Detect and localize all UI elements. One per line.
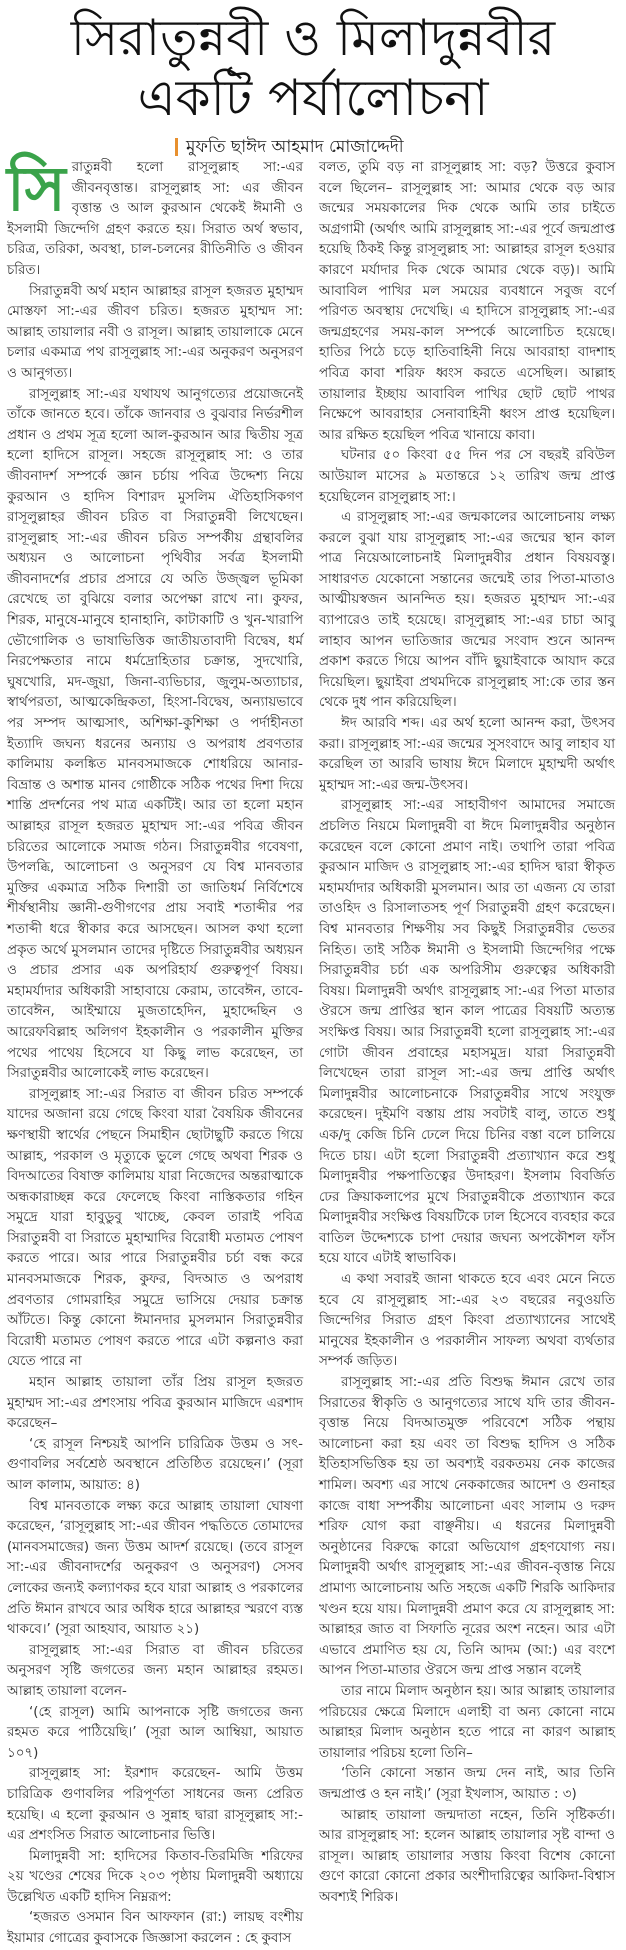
article-paragraph <box>7 1908 303 1949</box>
paragraph-text: রাসূলুল্লাহ সা:-এর প্রতি বিশুদ্ধ ঈমান রেখে তার সিরাতের স্বীকৃতি ও আনুগত্যের সাথে যদি তার জীবন-বৃত্তান্ত নিয়ে বিদআতমুক্ত পরিবেশে সঠিক পন্থায় আলোচনা করা হয় এবং তা বিশুদ্ধ হাদিস ও সঠিক ইতিহাসভিত্তিক হয় তা অবশ্যই বরকতময় নেক কাজের শামিল। অবশ্য এর সাথে নেককাজের আদেশ ও গুনাহর কাজে বাধা সম্পর্কীয় আলোচনা এবং সালাম ও দরুদ শরিফ যোগ করা বাঞ্ছনীয়। এ ধরনের মিলাদুন্নবী অনুষ্ঠানের বিরুদ্ধে কারো অভিযোগ গ্রহণযোগ্য নয়। মিলাদুন্নবী অর্থাৎ রাসূলুল্লাহ সা:-এর জীবন-বৃত্তান্ত নিয়ে প্রামাণ্য আলোচনায় অতি সহজে একটি শিরকি আকিদার খণ্ডন হয়ে যায়। মিলাদুন্নবী প্রমাণ করে যে রাসূলুল্লাহ সা: আল্লাহর জাত বা সিফাতি নূরের অংশ নহেন। আর এটা এভাবে প্রমাণিত হয় যে, তিনি আদম (আ:) এর বংশে আপন পিতা-মাতার ঔরসে জন্ম প্রাপ্ত সন্তান বলেই <box>319 1375 615 1679</box>
article-paragraph <box>7 1847 303 1909</box>
article-paragraph <box>319 446 615 508</box>
article-paragraph <box>7 1703 303 1765</box>
paragraph-text: বলত, তুমি বড় না রাসূলুল্লাহ সা: বড়? উত্তরে কুবাস বলে ছিলেন– রাসূলুল্লাহ সা: আমার থেকে বড় আর জন্মের সময়কালের দিক থেকে আমি তার চাইতে অগ্রগামী (অর্থাৎ আমি রাসূলুল্লাহ সা:-এর পূর্বে জন্মপ্রাপ্ত হয়েছি ঠিকই কিন্তু রাসূলুল্লাহ সা: আল্লাহর রাসূল হওয়ার কারণে মর্যাদার দিক থেকে আমার থেকে বড়)। আমি আবাবিল পাখির মল সময়ের ব্যবধানে সবুজ বর্ণে পরিণত অবস্থায় দেখেছি। এ হাদিসে রাসূলুল্লাহ সা:-এর জন্মগ্রহণের সময়-কাল সম্পর্কে আলোচিত হয়েছে। হাতির পিঠে চড়ে হাতিবাহিনী নিয়ে আবরাহা বাদশাহ পবিত্র কাবা শরিফ ধ্বংস করতে এসেছিল। আল্লাহ তায়ালার ইচ্ছায় আবাবিল পাখির ছোট ছোট পাথর নিক্ষেপে আবরাহার সেনাবাহিনী ধ্বংস প্রাপ্ত হয়েছিল। আর রক্ষিত হয়েছিল পবিত্র খানায়ে কাবা। <box>319 160 615 443</box>
article-paragraph <box>319 1682 615 1764</box>
article-paragraph <box>7 1641 303 1703</box>
article-paragraph <box>7 385 303 1085</box>
paragraph-text: ঈদ আরবি শব্দ। এর অর্থ হলো আনন্দ করা, উৎসব করা। রাসূলুল্লাহ সা:-এর জন্মের সুসংবাদে আবু লাহাব যা করেছিল তা আরবি ভাষায় ঈদে মিলাদে মুহাম্মদী অর্থাৎ মুহাম্মদ সা:-এর জন্ম-উৎসব। <box>319 716 615 793</box>
paragraph-text: রাসূলুল্লাহ সা:-এর সিরাত বা জীবন চরিত সম্পর্কে যাদের অজানা রয়ে গেছে কিংবা যারা বৈষয়িক জীবনের ক্ষণস্থায়ী স্বার্থের পেছনে সিমাহীন ছোটাছুটি করতে গিয়ে আল্লাহ, পরকাল ও মৃত্যুকে ভুলে গেছে অথবা শিরক ও বিদআতের বিষাক্ত কালিমায় যারা নিজেদের অন্তরাত্মাকে অন্ধকারাচ্ছন্ন করে ফেলেছে কিংবা নাস্তিকতার গহিন সমুদ্রে যারা হাবুডুবু খাচ্ছে, কেবল তারাই পবিত্র সিরাতুন্নবী বা সিরাতে মুহাম্মাদির বিরোধী মতামত পোষণ করতে পারে। আর পারে সিরাতুন্নবীর চর্চা বন্ধ করে মানবসমাজকে শিরক, কুফর, বিদআত ও অপরাধ প্রবণতার গোমরাহির সমুদ্রে ভাসিয়ে দেয়ার চক্রান্ত আঁটতে। কিন্তু কোনো ঈমানদার মুসলমান সিরাতুন্নবীর বিরোধী মতামত পোষণ করতে পারে এটা কল্পনাও করা যেতে পারে না <box>7 1086 303 1370</box>
article-paragraph <box>7 282 303 385</box>
paragraph-text: ‘(হে রাসূল) আমি আপনাকে সৃষ্টি জগতের জন্য রহমত করে পাঠিয়েছি।’ (সূরা আল আম্বিয়া, আয়াত ১০৭) <box>7 1704 303 1761</box>
paragraph-text: রাতুন্নবী হলো রাসূলুল্লাহ সা:-এর জীবনবৃত্তান্ত। রাসূলুল্লাহ সা: এর জীবন বৃত্তান্ত ও আল কুরআন থেকেই ঈমানী ও ইসলামী জিন্দেগি গ্রহণ করতে হয়। সিরাত অর্থ স্বভাব, চরিত্র, তরিকা, অবস্থা, চাল-চলনের রীতিনীতি ও জীবন চরিত। <box>7 160 303 278</box>
article-paragraph <box>319 796 615 1270</box>
article-paragraph <box>319 1270 615 1373</box>
article-paragraph <box>319 158 615 446</box>
article-column-right <box>319 158 615 1908</box>
paragraph-text: এ রাসূলুল্লাহ সা:-এর জন্মকালের আলোচনায় লক্ষ্য করলে বুঝা যায় রাসূলুল্লাহ সা:-এর জন্মের স্থান কাল পাত্র নিয়েআলোচনাই মিলাদুন্নবীর প্রধান বিষয়বস্তু। সাধারণত যেকোনো সন্তানের জন্মেই তার পিতা-মাতাও আত্মীয়স্বজন আনন্দিত হয়। হজরত মুহাম্মদ সা:-এর ব্যাপারেও তাই হয়েছে। রাসূলুল্লাহ সা:-এর চাচা আবু লাহাব আপন ভাতিজার জন্মের সংবাদ শুনে আনন্দ প্রকাশ করতে গিয়ে আপন বাঁদি ছুয়াইবাকে আযাদ করে দিয়েছিল। ছুয়াইবা প্রথমদিকে রাসূলুল্লাহ সা:কে তার স্তন থেকে দুধ পান করিয়েছিল। <box>319 510 615 711</box>
byline-accent-bar <box>175 138 178 156</box>
article-paragraph <box>319 1764 615 1805</box>
article-paragraph <box>319 508 615 714</box>
paragraph-text: মহান আল্লাহ তায়ালা তাঁর প্রিয় রাসূল হজরত মুহাম্মদ সা:-এর প্রশংসায় পবিত্র কুরআন মাজিদে এরশাদ করেছেন– <box>7 1375 303 1432</box>
headline-line-2: একটি পর্যালোচনা <box>137 69 489 127</box>
article-paragraph <box>7 152 303 282</box>
article-paragraph <box>7 1085 303 1373</box>
paragraph-text: রাসূলুল্লাহ সা: ইরশাদ করেছেন- আমি উত্তম চারিত্রিক গুণাবলির পরিপূর্ণতা সাধনের জন্য প্রেরিত হয়েছি। এ হলো কুরআন ও সুন্নাহ দ্বারা রাসূলুল্লাহ সা:-এর প্রশংসিত সিরাত আলোচনার ভিত্তি। <box>7 1766 303 1844</box>
article-paragraph <box>319 1373 615 1682</box>
paragraph-text: তার নামে মিলাদ অনুষ্ঠান হয়। আর আল্লাহ তায়ালার পরিচয়ের ক্ষেত্রে মিলাদে এলাহী বা অন্য কোনো নামে আল্লাহর মিলাদ অনুষ্ঠান হতে পারে না কারণ আল্লাহ তায়ালার পরিচয় হলো তিনি– <box>319 1683 615 1761</box>
author-byline <box>175 136 404 158</box>
article-paragraph <box>7 1764 303 1846</box>
paragraph-text: রাসূলুল্লাহ সা:-এর সিরাত বা জীবন চরিতের অনুসরণ সৃষ্টি জগতের জন্য মহান আল্লাহর রহমত। আল্লাহ তায়ালা বলেন- <box>7 1642 303 1699</box>
article-paragraph <box>319 714 615 796</box>
paragraph-text: আল্লাহ তায়ালা জন্মদাতা নহেন, তিনি সৃষ্টিকর্তা। আর রাসূলুল্লাহ সা: হলেন আল্লাহ তায়ালার সৃষ্ট বান্দা ও রাসূল। আল্লাহ তায়ালার সত্তায় কিংবা বিশেষ কোনো গুণে কারো কোনো প্রকার অংশীদারিত্বের আকিদা-বিশ্বাস অবশ্যই শিরিক। <box>319 1807 615 1905</box>
paragraph-text: ‘হে রাসূল নিশ্চয়ই আপনি চারিত্রিক উত্তম ও সৎ-গুণাবলির সর্বশ্রেষ্ঠ অবস্থানে প্রতিষ্ঠিত রয়েছেন।’ (সূরা আল কালাম, আয়াত: ৪) <box>7 1436 303 1493</box>
article-paragraph <box>319 1806 615 1909</box>
headline-line-1: সিরাতুন্নবী ও মিলাদুন্নবীর <box>70 9 556 67</box>
paragraph-text: ‘হজরত ওসমান বিন আফফান (রা:) লায়ছ বংশীয় ইয়ামার গোত্রের কুবাসকে জিজ্ঞাসা করলেন : হে কুবাস <box>7 1910 303 1947</box>
paragraph-text: সিরাতুন্নবী অর্থ মহান আল্লাহর রাসূল হজরত মুহাম্মদ মোস্তফা সা:-এর জীবণ চরিত। হজরত মুহাম্মদ সা: আল্লাহ তায়ালার নবী ও রাসূল। আল্লাহ তায়ালাকে মেনে চলার একমাত্র পথ রাসূলুল্লাহ সা:-এর অনুকরণ অনুসরণ ও আনুগত্য। <box>7 283 303 381</box>
article-paragraph <box>7 1435 303 1497</box>
paragraph-text: রাসূলুল্লাহ সা:-এর সাহাবীগণ আমাদের সমাজে প্রচলিত নিয়মে মিলাদুন্নবী বা ঈদে মিলাদুন্নবীর অনুষ্ঠান করেছেন বলে কোনো প্রমাণ নাই। তথাপি তারা পবিত্র কুরআন মাজিদ ও রাসূলুল্লাহ সা:-এর হাদিস দ্বারা স্বীকৃত মহামর্যাদার অধিকারী মুসলমান। আর তা এজন্য যে তারা তাওহিদ ও রিসালাতসহ পূর্ণ সিরাতুন্নবী গ্রহণ করেছেন। বিশ্ব মানবতার শিক্ষণীয় সব কিছুই সিরাতুন্নবীর ভেতর নিহিত। তাই সঠিক ঈমানী ও ইসলামী জিন্দেগির পক্ষে সিরাতুন্নবীর চর্চা এক অপরিসীম গুরুত্বের অধিকারী বিষয়। মিলাদুন্নবী অর্থাৎ রাসূলুল্লাহ সা:-এর পিতা মাতার ঔরসে জন্ম প্রাপ্তির স্থান কাল পাত্রের বিষয়টি অত্যন্ত সংক্ষিপ্ত বিষয়। আর সিরাতুন্নবী হলো রাসূলুল্লাহ সা:-এর গোটা জীবন প্রবাহের মহাসমুদ্র। যারা সিরাতুন্নবী লিখেছেন তারা রাসূল সা:-এর জন্ম প্রাপ্তি অর্থাৎ মিলাদুন্নবীর আলোচনাকে সিরাতুন্নবীর সাথে সংযুক্ত করেছেন। দুইমণি বস্তায় প্রায় সবটাই বালু, তাতে শুধু এক/দু কেজি চিনি ঢেলে দিয়ে চিনির বস্তা বলে চালিয়ে দিতে চায়। এটা হলো সিরাতুন্নবী প্রত্যাখ্যান করে শুধু মিলাদুন্নবীর পক্ষপাতিত্বের উদাহরণ। ইসলাম বিবর্জিত ঢের ক্রিয়াকলাপের মুখে সিরাতুন্নবীকে প্রত্যাখ্যান করে মিলাদুন্নবীর সংক্ষিপ্ত বিষয়টিকে ঢাল হিসেবে ব্যবহার করে বাতিল উদ্দেশ্যকে চাপা দেয়ার জঘন্য অপকৌশল ফাঁস হয়ে যাবে এটাই স্বাভাবিক। <box>319 798 615 1267</box>
paragraph-text: রাসূলুল্লাহ সা:-এর যথাযথ আনুগত্যের প্রয়োজনেই তাঁকে জানতে হবে। তাঁকে জানবার ও বুঝবার নির্ভরশীল প্রধান ও প্রথম সূত্র হলো আল-কুরআন আর দ্বিতীয় সূত্র হলো হাদিসে রাসূল। সহজে রাসূলুল্লাহ সা: ও তার জীবনাদর্শ সম্পর্কে জ্ঞান চর্চায় পবিত্র উদ্দেশ্য নিয়ে কুরআন ও হাদিস বিশারদ মুসলিম ঐতিহাসিকগণ রাসূলুল্লাহর জীবন চরিত বা সিরাতুন্নবী লিখেছেন। রাসূলুল্লাহ সা:-এর জীবন চরিত সম্পর্কীয় গ্রন্থাবলির অধ্যয়ন ও আলোচনা পৃথিবীর সর্বত্র ইসলামী জীবনাদর্শের প্রচার প্রসারে যে অতি উজ্জ্বল ভূমিকা রেখেছে তা বুঝিয়ে বলার অপেক্ষা রাখে না। কুফর, শিরক, মানুষে-মানুষে হানাহানি, কাটাকাটি ও খুন-খারাপি ভৌগোলিক ও ভাষাভিত্তিক জাতীয়তাবাদী বিদ্বেষ, ধর্ম নিরপেক্ষতার নামে ধর্মদ্রোহিতার চক্রান্ত, সুদখোরি, ঘুষখোরি, মদ-জুয়া, জিনা-ব্যভিচার, জুলুম-অত্যাচার, স্বার্থপরতা, আত্মকেন্দ্রিকতা, হিংসা-বিদ্বেষ, অন্যায়ভাবে পর সম্পদ আত্মসাৎ, অশিক্ষা-কুশিক্ষা ও পর্দাহীনতা ইত্যাদি জঘন্য ধরনের অন্যায় ও অপরাধ প্রবণতার কালিমায় কলঙ্কিত মানবসমাজকে শোধরিয়ে আনার-বিভ্রান্ত ও অশান্ত মানব গোষ্ঠীকে সঠিক পথের দিশা দিয়ে শান্তি প্রদর্শনের পথ মাত্র একটিই। আর তা হলো মহান আল্লাহর রাসূল হজরত মুহাম্মদ সা:-এর পবিত্র জীবন চরিতের আলোকে সমাজ গঠন। সিরাতুন্নবীর গবেষণা, উপলব্ধি, আলোচনা ও অনুসরণ যে বিশ্ব মানবতার মুক্তির একমাত্র সঠিক দিশারী তা জাতিধর্ম নির্বিশেষে শীর্ষস্থানীয় জ্ঞানী-গুণীগণের প্রায় সবাই শতাব্দীর পর শতাব্দী ধরে স্বীকার করে আসছেন। আসল কথা হলো প্রকৃত অর্থে মুসলমান তাদের দৃষ্টিতে সিরাতুন্নবীর অধ্যয়ন ও প্রচার প্রসার এক অপরিহার্য গুরুত্বপূর্ণ বিষয়। মহামর্যাদার অধিকারী সাহাবায়ে কেরাম, তাবেঈন, তাবে-তাবেঈন, আইম্মায়ে মুজতাহেদিন, মুহাদ্দেছিন ও আরেফবিল্লাহ অলিগণ ইহকালীন ও পরকালীন মুক্তির পথের পাথেয় হিসেবে যা কিছু লাভ করেছেন, তা সিরাতুন্নবীর আলোকেই লাভ করেছেন। <box>7 386 303 1082</box>
article-paragraph <box>7 1373 303 1435</box>
article-paragraph <box>7 1497 303 1641</box>
paragraph-text: ‘তিনি কোনো সন্তান জন্ম দেন নাই, আর তিনি জন্মপ্রাপ্ত ও হন নাই।’ (সূরা ইখলাস, আয়াত : ৩) <box>319 1766 615 1802</box>
author-name: মুফতি ছাঈদ আহমাদ মোজাদ্দেদী <box>186 137 404 157</box>
drop-cap: সি <box>7 152 66 225</box>
article-headline <box>0 8 626 128</box>
paragraph-text: মিলাদুন্নবী সা: হাদিসের কিতাব-তিরমিজি শরিফের ২য় খণ্ডের শেষের দিকে ২০৩ পৃষ্ঠায় মিলাদুন্নবী অধ্যায়ে উল্লেখিত একটি হাদিস নিম্নরূপ: <box>7 1848 303 1905</box>
article-column-left <box>7 152 303 1950</box>
paragraph-text: ঘটনার ৫০ কিংবা ৫৫ দিন পর সে বছরই রবিউল আউয়াল মাসের ৯ মতান্তরে ১২ তারিখ জন্ম প্রাপ্ত হয়েছিলেন রাসূলুল্লাহ সা:। <box>319 448 615 505</box>
paragraph-text: এ কথা সবারই জানা থাকতে হবে এবং মেনে নিতে হবে যে রাসূলুল্লাহ সা:-এর ২৩ বছরের নবুওয়তি জিন্দেগির সিরাত গ্রহণ কিংবা প্রত্যাখ্যানের সাথেই মানুষের ইহকালীন ও পরকালীন সাফল্য অথবা ব্যর্থতার সম্পর্ক জড়িত। <box>319 1272 615 1370</box>
paragraph-text: বিশ্ব মানবতাকে লক্ষ্য করে আল্লাহ তায়ালা ঘোষণা করেছেন, ‘রাসূলুল্লাহ সা:-এর জীবন পদ্ধতিতে তোমাদের (মানবসমাজের) জন্য উত্তম আদর্শ রয়েছে। (তবে রাসূল সা:-এর জীবনাদর্শের অনুকরণ ও অনুসরণ) সেসব লোকের জন্যই কল্যাণকর হবে যারা আল্লাহ ও পরকালের প্রতি ঈমান রাখবে আর অধিক হারে আল্লাহর স্মরণে ব্যস্ত থাকবে।’ (সূরা আহযাব, আয়াত ২১) <box>7 1498 303 1638</box>
